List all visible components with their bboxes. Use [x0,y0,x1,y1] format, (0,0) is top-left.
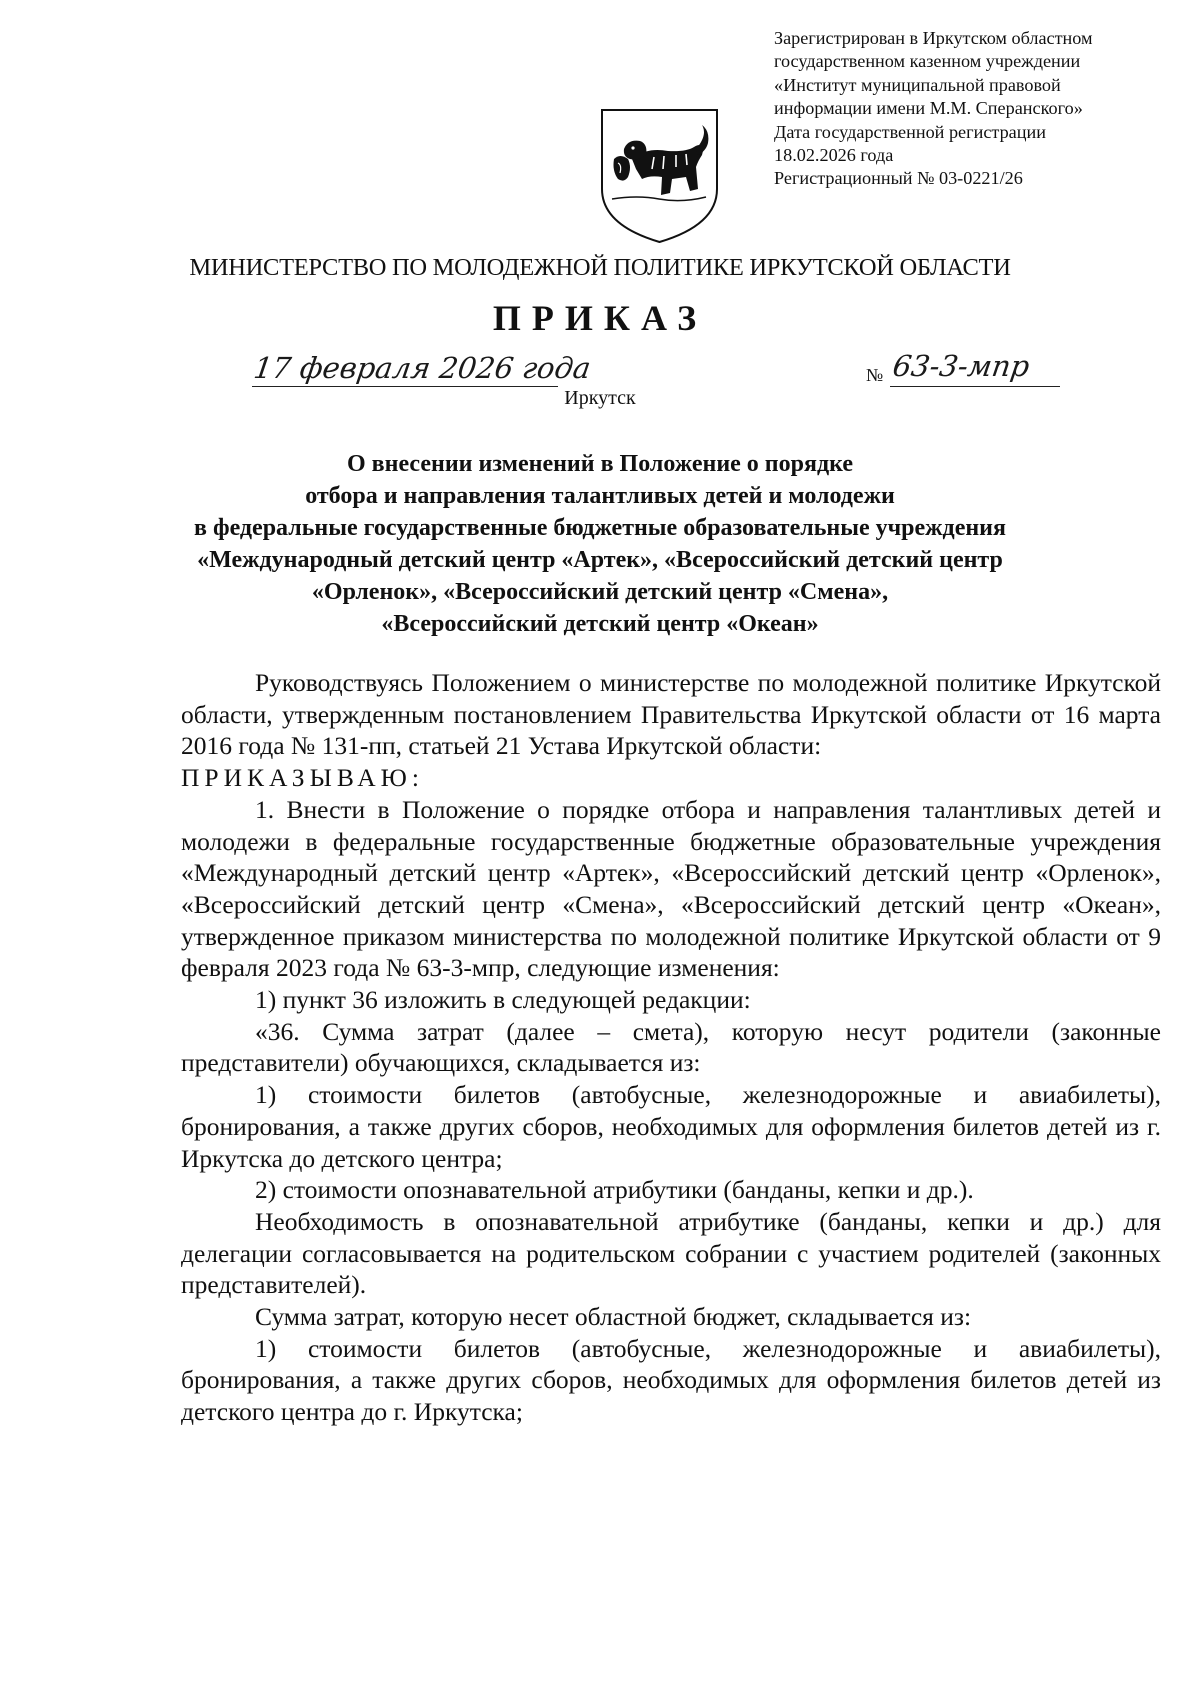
handwritten-number: 63-3-мпр [890,349,1032,383]
document-title [150,448,1050,640]
paragraph-item-1-1: 1) пункт 36 изложить в следующей редакции: [255,985,751,1015]
registration-line: Дата государственной регистрации [774,121,1046,142]
coat-of-arms-icon [598,107,721,245]
registration-line: информации имени М.М. Сперанского» [774,98,1083,119]
registration-line: 18.02.2026 года [774,145,894,166]
title-line: «Международный детский центр «Артек», «Всероссийский детский центр [197,547,1003,573]
paragraph-budget: Сумма затрат, которую несет областной бюджет, складывается из: [255,1302,972,1332]
registration-line: Зарегистрирован в Иркутском областном [774,28,1093,48]
order-word: ПРИКАЗЫВАЮ: [181,763,424,793]
paragraph-36-2: 2) стоимости опознавательной атрибутики (банданы, кепки и др.). [255,1175,974,1205]
document-type-heading: ПРИКАЗ [492,298,708,338]
paragraph-budget-1: 1) стоимости билетов (автобусные, железнодорожные и авиабилеты), бронирования, а также других сборов, необходимых для оформления билетов детей из детского центра до г. Иркутска; [181,1333,1161,1427]
title-line: отбора и направления талантливых детей и молодежи [305,483,895,509]
registration-line: государственном казенном учреждении [774,51,1081,72]
paragraph-36: «36. Сумма затрат (далее – смета), которую несут родители (законные представители) обучающихся, складывается из: [181,1016,1161,1078]
paragraph-attributes: Необходимость в опознавательной атрибутике (банданы, кепки и др.) для делегации согласовывается на родительском собрании с участием родителей (законных представителей). [181,1206,1161,1300]
city-name: Иркутск [564,387,636,409]
document-body [181,667,1161,1428]
paragraph-36-1: 1) стоимости билетов (автобусные, железнодорожные и авиабилеты), бронирования, а также других сборов, необходимых для оформления билетов детей из г. Иркутска до детского центра; [181,1080,1161,1173]
title-line: «Всероссийский детский центр «Океан» [381,611,819,637]
registration-line: Регистрационный № 03-0221/26 [774,168,1023,189]
title-line: в федеральные государственные бюджетные образовательные учреждения [194,515,1006,541]
title-line: О внесении изменений в Положение о порядке [347,451,853,477]
registration-line: «Институт муниципальной правовой [774,74,1061,95]
handwritten-date: 17 февраля 2026 года [251,351,593,385]
title-line: «Орленок», «Всероссийский детский центр «Смена», [311,579,889,605]
ministry-name: МИНИСТЕРСТВО ПО МОЛОДЕЖНОЙ ПОЛИТИКЕ ИРКУТСКОЙ ОБЛАСТИ [189,254,1011,281]
paragraph-item-1: 1. Внести в Положение о порядке отбора и направления талантливых детей и молодежи в федеральные государственные бюджетные образовательные учреждения «Международный детский центр «Артек», «Всероссийский детский центр «Орленок», «Всероссийский детский центр «Смена», «Всероссийский детский центр «Океан», утвержденное приказом министерства по молодежной политике Иркутской области от 9 февраля 2023 года № 63-3-мпр, следующие изменения: [181,794,1161,983]
number-label: № [866,365,884,385]
registration-stamp [774,27,1180,191]
preamble-paragraph: Руководствуясь Положением о министерстве по молодежной политике Иркутской области, утвержденным постановлением Правительства Иркутской области от 16 марта 2016 года № 131-пп, статьей 21 Устава Иркутской области: [181,668,1161,761]
